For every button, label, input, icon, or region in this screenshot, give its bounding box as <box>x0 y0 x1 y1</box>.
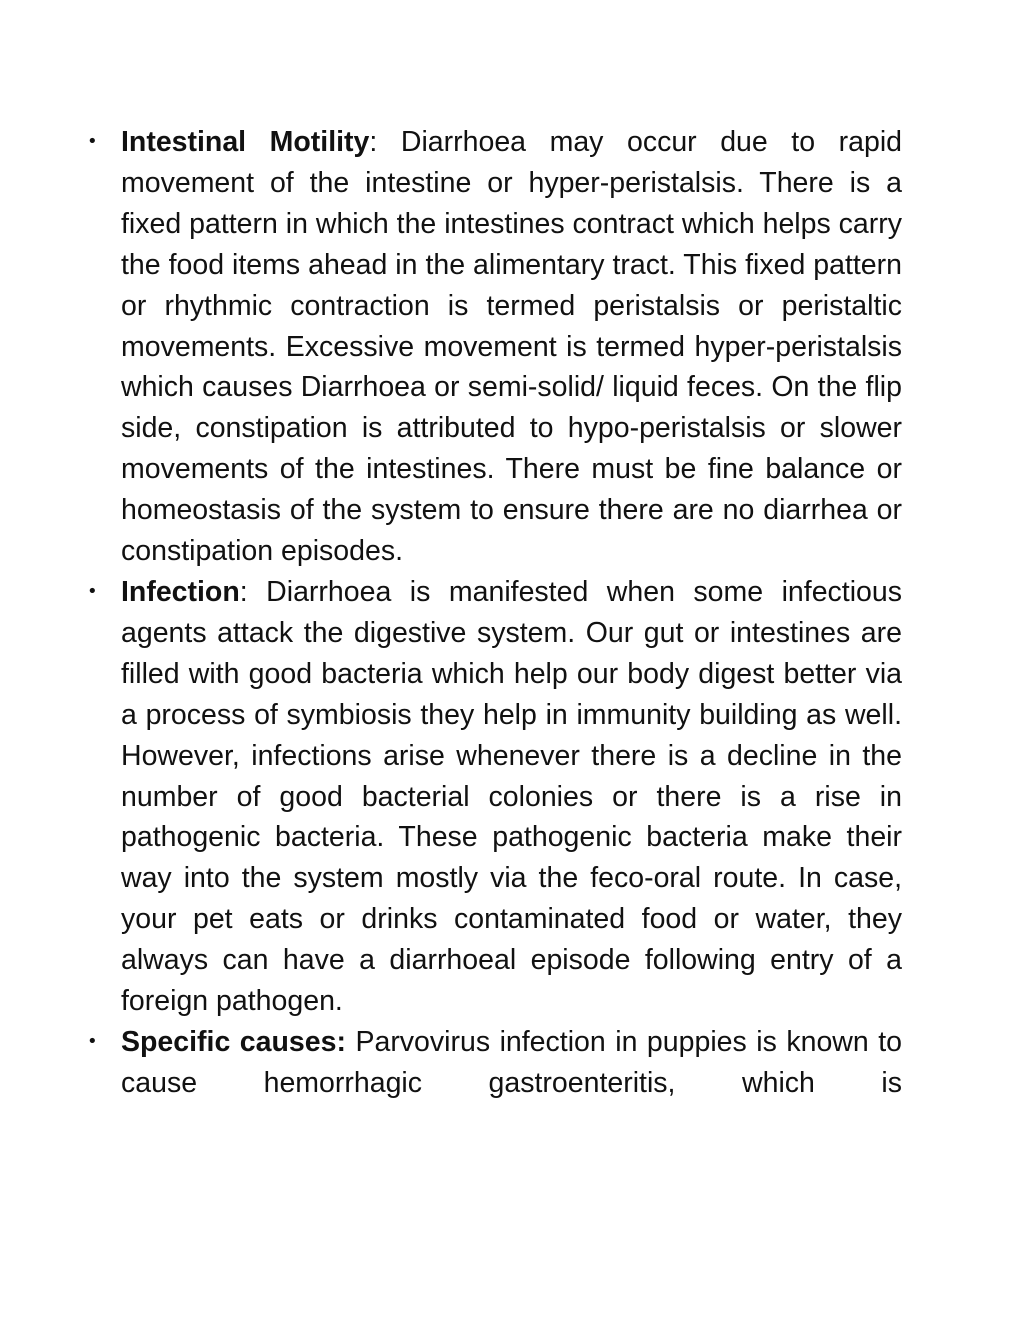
bullet-icon: • <box>87 131 98 152</box>
item-separator: : <box>239 575 248 608</box>
item-text: Parvovirus infection in puppies is known to cause hemorrhagic gastroenteritis, which is <box>121 1025 902 1099</box>
item-separator: : <box>369 126 378 158</box>
list-item-infection <box>87 572 902 1022</box>
item-text: Diarrhoea may occur due to rapid movement of the intestine or hyper-peristalsis. There is a fixed pattern in which the intestines contract which helps carry the food items ahead in the alimentary tract. This fixed pattern or rhythmic contraction is termed peristalsis or peristaltic movements. Excessive movement is termed hyper-peristalsis which causes Diarrhoea or semi-solid/ liquid feces. On the flip side, constipation is attributed to hypo-peristalsis or slower movements of the intestines. There must be fine balance or homeostasis of the system to ensure there are no diarrhea or constipation episodes. <box>121 126 902 568</box>
item-text: Diarrhoea is manifested when some infectious agents attack the digestive system. Our gut or intestines are filled with good bacteria which help our body digest better via a process of symbiosis they help in immunity building as well. However, infections arise whenever there is a decline in the number of good bacterial colonies or there is a rise in pathogenic bacteria. These pathogenic bacteria make their way into the system mostly via the feco-oral route. In case, your pet eats or drinks contaminated food or water, they always can have a diarrhoeal episode following entry of a foreign pathogen. <box>121 575 902 1018</box>
item-term: Infection <box>121 575 240 608</box>
list-item-intestinal-motility <box>87 122 902 572</box>
bullet-icon: • <box>87 580 98 602</box>
list-item-specific-causes <box>87 1022 902 1104</box>
item-term: Specific causes: <box>121 1025 346 1058</box>
item-term: Intestinal Motility <box>121 126 370 158</box>
bullet-icon: • <box>87 1030 98 1052</box>
bullet-list <box>0 122 1024 1104</box>
